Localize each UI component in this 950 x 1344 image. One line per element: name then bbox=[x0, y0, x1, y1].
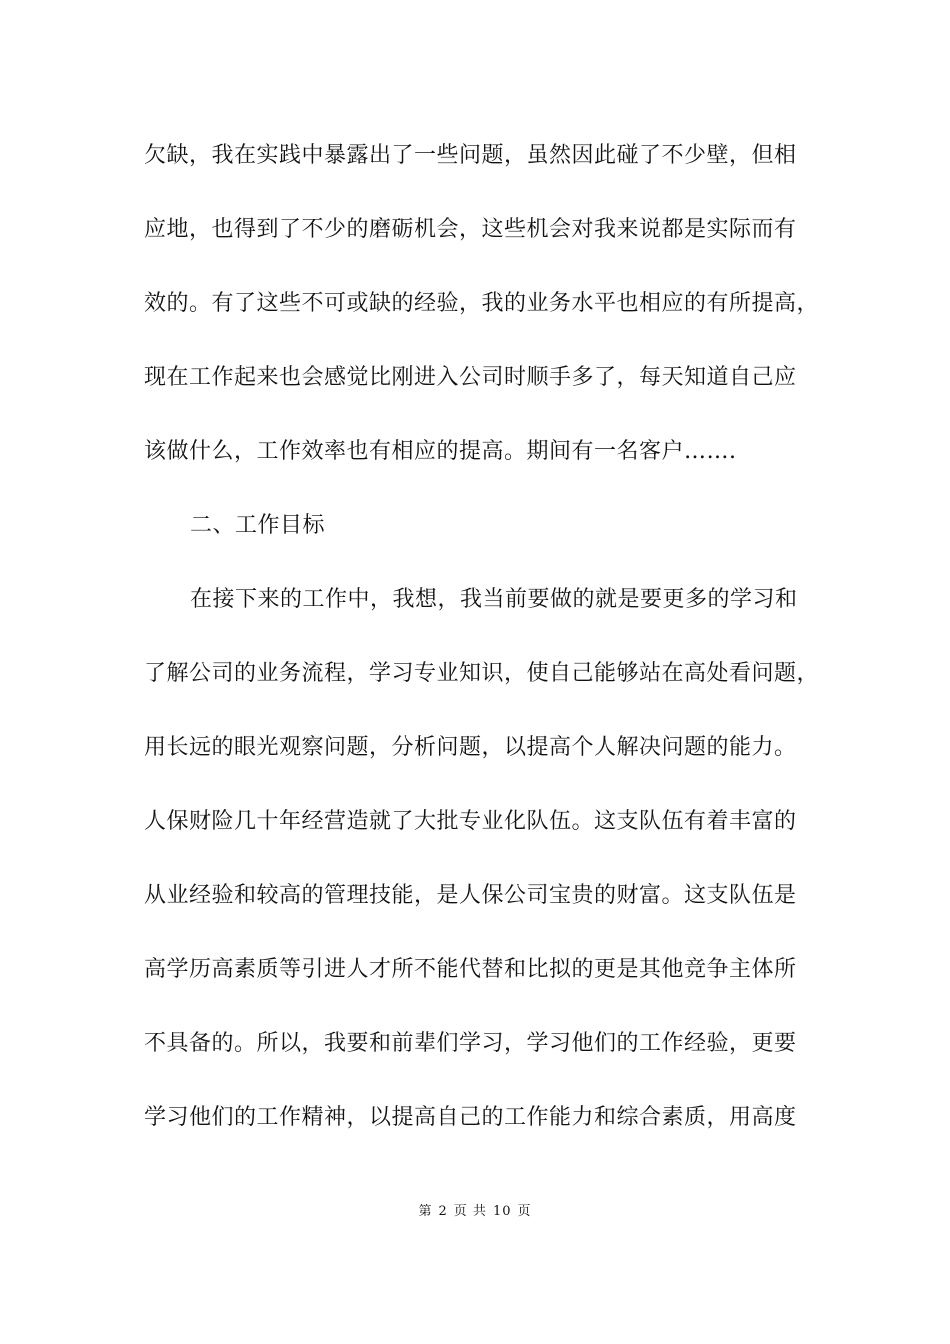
body-text-line: 应地，也得到了不少的磨砺机会，这些机会对我来说都是实际而有 bbox=[144, 217, 797, 242]
body-text-line: 从业经验和较高的管理技能，是人保公司宝贵的财富。这支队伍是 bbox=[144, 883, 797, 908]
footer-prefix: 第 bbox=[418, 1204, 433, 1219]
body-text-line: 在接下来的工作中，我想，我当前要做的就是要更多的学习和 bbox=[190, 587, 798, 612]
body-text-line: 不具备的。所以，我要和前辈们学习，学习他们的工作经验，更要 bbox=[144, 1031, 797, 1056]
body-text-line: 该做什么，工作效率也有相应的提高。期间有一名客户……. bbox=[144, 439, 737, 464]
footer-total-pages: 10 bbox=[492, 1204, 512, 1219]
footer-suffix: 页 bbox=[517, 1204, 532, 1219]
body-text-line: 人保财险几十年经营造就了大批专业化队伍。这支队伍有着丰富的 bbox=[144, 809, 797, 834]
body-text-line: 现在工作起来也会感觉比刚进入公司时顺手多了，每天知道自己应 bbox=[144, 365, 797, 390]
body-text-line: 用长远的眼光观察问题，分析问题，以提高个人解决问题的能力。 bbox=[144, 735, 797, 760]
footer-current-page: 2 bbox=[438, 1204, 448, 1219]
body-text-line: 学习他们的工作精神，以提高自己的工作能力和综合素质，用高度 bbox=[144, 1105, 797, 1130]
body-text-line: 效的。有了这些不可或缺的经验，我的业务水平也相应的有所提高， bbox=[144, 291, 820, 316]
body-text-line: 高学历高素质等引进人才所不能代替和比拟的更是其他竞争主体所 bbox=[144, 957, 797, 982]
section-heading: 二、工作目标 bbox=[190, 513, 326, 538]
body-text-line: 了解公司的业务流程，学习专业知识，使自己能够站在高处看问题， bbox=[144, 661, 820, 686]
body-text-line: 欠缺，我在实践中暴露出了一些问题，虽然因此碰了不少壁，但相 bbox=[144, 143, 797, 168]
page-footer bbox=[0, 1203, 950, 1221]
footer-middle: 页 共 bbox=[453, 1204, 487, 1219]
